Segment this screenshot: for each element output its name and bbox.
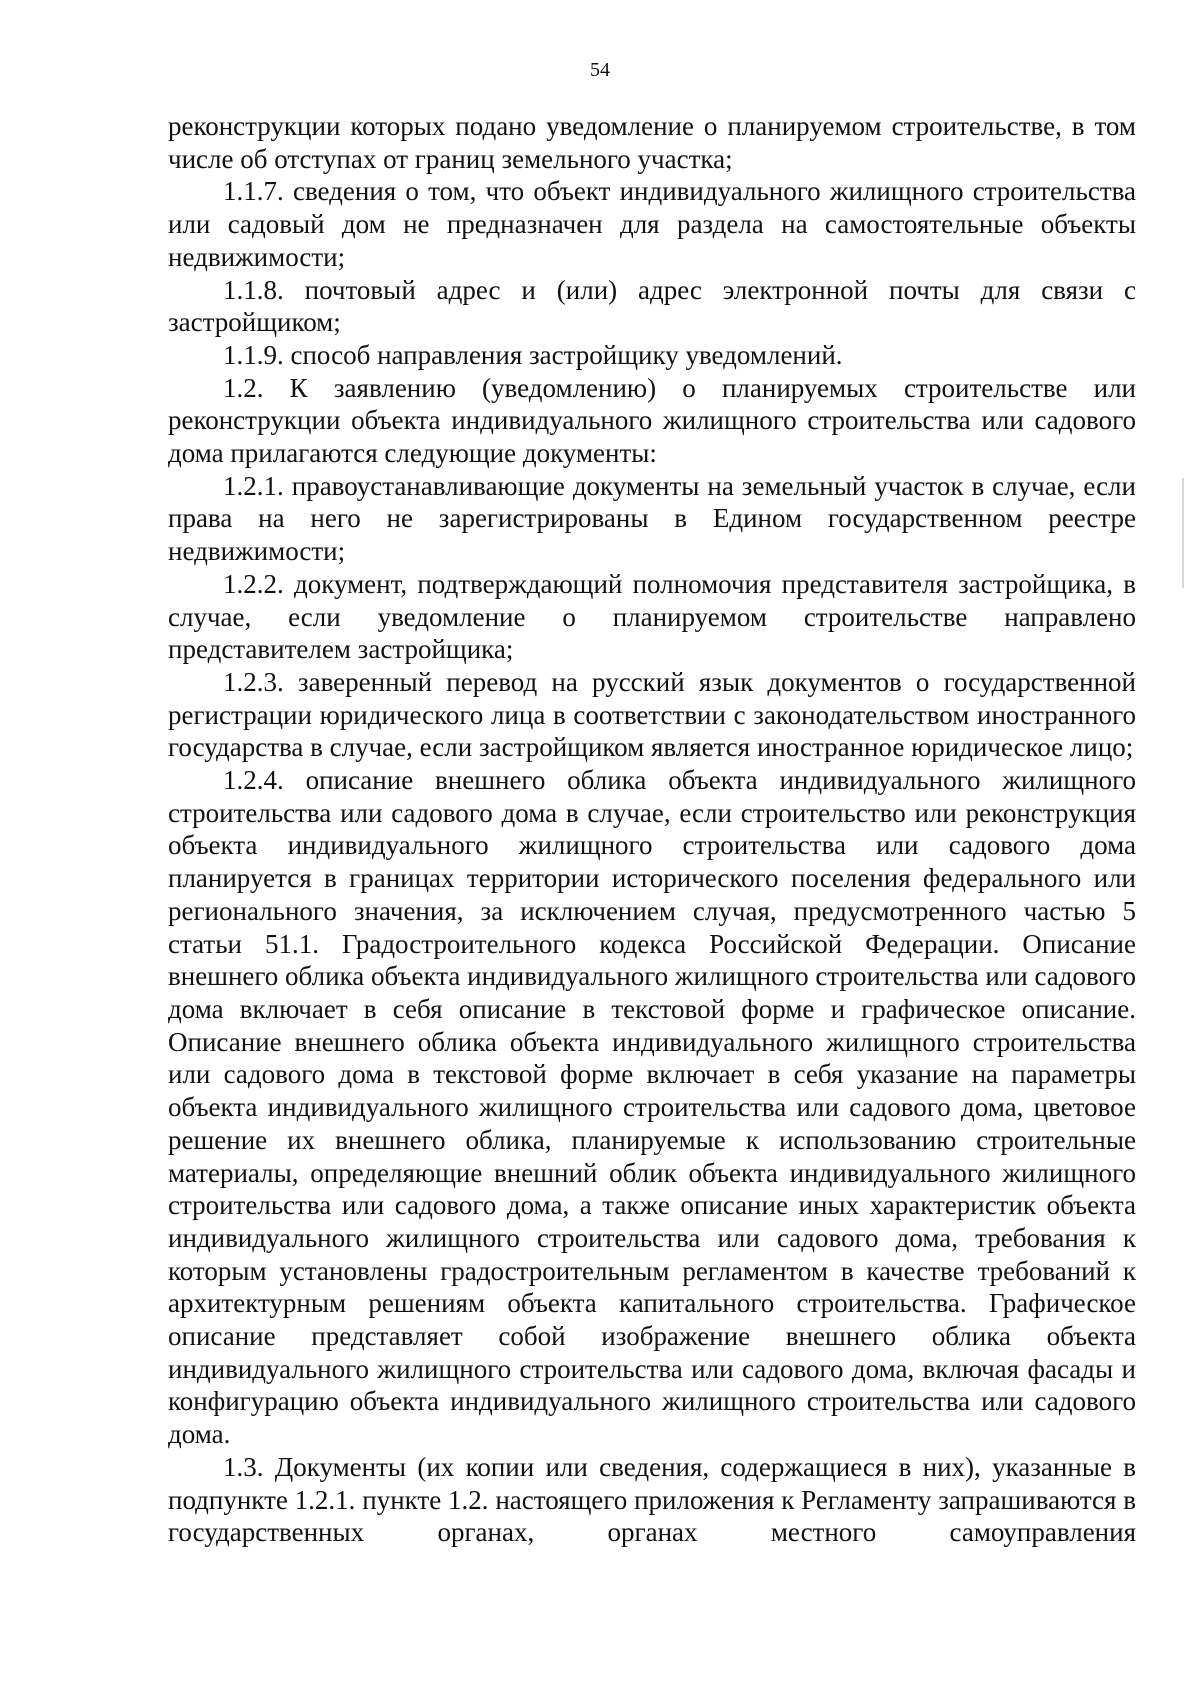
paragraph-1-2-4: 1.2.4. описание внешнего облика объекта индивидуального жилищного строительства или садового дома в случае, если строительство или реконструкция объекта индивидуального жилищного строительства или садового дома планируется в границах территории исторического поселения федерального или регионального значения, за исключением случая, предусмотренного частью 5 статьи 51.1. Градостроительного кодекса Российской Федерации. Описание внешнего облика объекта индивидуального жилищного строительства или садового дома включает в себя описание в текстовой форме и графическое описание. Описание внешнего облика объекта индивидуального жилищного строительства или садового дома в текстовой форме включает в себя указание на параметры объекта индивидуального жилищного строительства или садового дома, цветовое решение их внешнего облика, планируемые к использованию строительные материалы, определяющие внешний облик объекта индивидуального жилищного строительства или садового дома, а также описание иных характеристик объекта индивидуального жилищного строительства или садового дома, требования к которым установлены градостроительным регламентом в качестве требований к архитектурным решениям объекта капитального строительства. Графическое описание представляет собой изображение внешнего облика объекта индивидуального жилищного строительства или садового дома, включая фасады и конфигурацию объекта индивидуального жилищного строительства или садового дома. <box>168 765 1136 1450</box>
paragraph-1-2-1: 1.2.1. правоустанавливающие документы на земельный участок в случае, если права на него не зарегистрированы в Едином государственном реестре недвижимости; <box>168 470 1136 567</box>
paragraph-continuation: реконструкции которых подано уведомление о планируемом строительстве, в том числе об отступах от границ земельного участка; <box>168 111 1136 174</box>
paragraph-1-1-9: 1.1.9. способ направления застройщику уведомлений. <box>223 339 843 370</box>
paragraph-1-2-3: 1.2.3. заверенный перевод на русский язык документов о государственной регистрации юридического лица в соответствии с законодательством иностранного государства в случае, если застройщиком является иностранное юридическое лицо; <box>168 666 1136 763</box>
document-body <box>168 110 1136 1549</box>
paragraph-1-1-8: 1.1.8. почтовый адрес и (или) адрес электронной почты для связи с застройщиком; <box>168 274 1136 338</box>
paragraph-1-2-2: 1.2.2. документ, подтверждающий полномочия представителя застройщика, в случае, если уведомление о планируемом строительстве направлено представителем застройщика; <box>168 568 1136 665</box>
paragraph-1-3: 1.3. Документы (их копии или сведения, содержащиеся в них), указанные в подпункте 1.2.1. пункте 1.2. настоящего приложения к Регламенту запрашиваются в государственных органах, органах местного самоуправления <box>168 1451 1136 1548</box>
page-number: 54 <box>590 59 610 81</box>
scan-edge-mark <box>1182 478 1184 588</box>
paragraph-1-1-7: 1.1.7. сведения о том, что объект индивидуального жилищного строительства или садовый дом не предназначен для раздела на самостоятельные объекты недвижимости; <box>168 176 1136 272</box>
paragraph-1-2: 1.2. К заявлению (уведомлению) о планируемых строительстве или реконструкции объекта индивидуального жилищного строительства или садового дома прилагаются следующие документы: <box>168 372 1136 469</box>
